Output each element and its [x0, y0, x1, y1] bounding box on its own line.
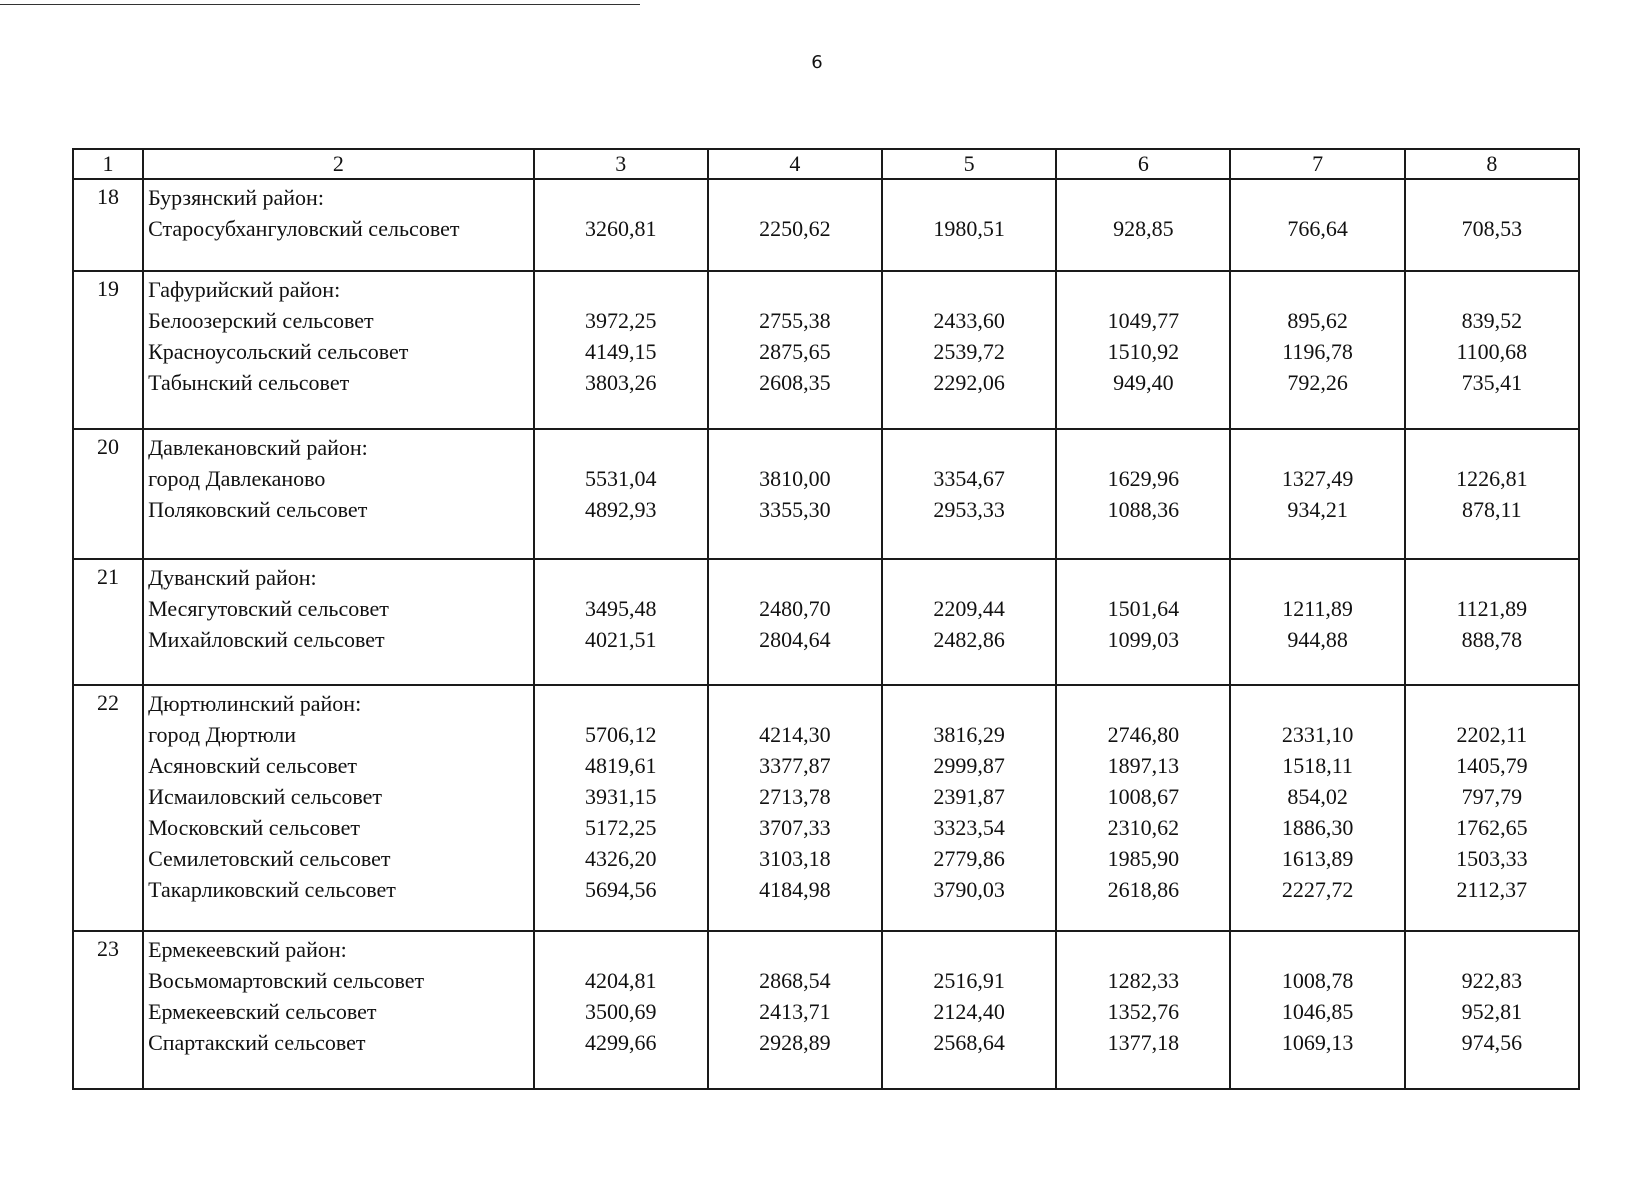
settlement-name: Семилетовский сельсовет [148, 846, 391, 871]
value: 2779,86 [933, 846, 1005, 871]
value-cell [1056, 271, 1230, 429]
settlement-name: Такарликовский сельсовет [148, 877, 396, 902]
header-cell: 4 [708, 149, 882, 179]
value: 952,81 [1461, 999, 1523, 1024]
value: 1046,85 [1281, 999, 1354, 1024]
value-cell [1405, 179, 1579, 271]
value: 2112,37 [1456, 877, 1528, 902]
value-cell [1405, 559, 1579, 685]
spacer [535, 182, 707, 213]
value: 1762,65 [1456, 815, 1528, 840]
value: 2608,35 [759, 370, 831, 395]
value-cell [534, 685, 708, 931]
value: 1282,33 [1107, 968, 1180, 993]
spacer [709, 562, 881, 593]
value: 1518,11 [1282, 753, 1353, 778]
spacer [1406, 182, 1578, 213]
value: 949,40 [1113, 370, 1174, 395]
spacer [709, 274, 881, 305]
value: 2202,11 [1456, 722, 1528, 747]
row-number: 20 [73, 429, 143, 559]
settlement-name: Михайловский сельсовет [148, 627, 385, 652]
value-cell [1056, 429, 1230, 559]
value: 766,64 [1287, 216, 1348, 241]
settlement-name: Старосубхангуловский сельсовет [148, 216, 460, 241]
spacer [1057, 274, 1229, 305]
value: 2999,87 [933, 753, 1005, 778]
value: 2413,71 [759, 999, 831, 1024]
value: 5172,25 [584, 815, 657, 840]
value: 1327,49 [1281, 466, 1354, 491]
value-cell [1230, 179, 1404, 271]
value: 1510,92 [1107, 339, 1180, 364]
value: 1377,18 [1107, 1030, 1180, 1055]
value: 1049,77 [1107, 308, 1180, 333]
spacer [1231, 562, 1403, 593]
spacer [883, 182, 1055, 213]
value: 2618,86 [1107, 877, 1180, 902]
value: 4299,66 [584, 1030, 657, 1055]
value: 792,26 [1287, 370, 1348, 395]
value: 2539,72 [933, 339, 1005, 364]
value: 1100,68 [1456, 339, 1528, 364]
value: 1088,36 [1107, 497, 1180, 522]
table-row [73, 931, 1579, 1089]
table-row [73, 179, 1579, 271]
value: 888,78 [1461, 627, 1523, 652]
spacer [709, 688, 881, 719]
value-cell [534, 179, 708, 271]
value: 5694,56 [584, 877, 657, 902]
value: 4819,61 [584, 753, 657, 778]
table-row [73, 429, 1579, 559]
value: 2868,54 [759, 968, 831, 993]
table-row [73, 559, 1579, 685]
district-name: Бурзянский район: [148, 185, 324, 210]
value: 797,79 [1461, 784, 1523, 809]
data-table [72, 148, 1580, 1090]
value: 2928,89 [759, 1030, 831, 1055]
spacer [1057, 688, 1229, 719]
value: 5706,12 [584, 722, 657, 747]
value: 1501,64 [1107, 596, 1180, 621]
value-cell [882, 271, 1056, 429]
value: 3260,81 [584, 216, 657, 241]
spacer [1231, 688, 1403, 719]
value: 1985,90 [1107, 846, 1180, 871]
value-cell [708, 429, 882, 559]
settlement-name: Восьмомартовский сельсовет [148, 968, 425, 993]
header-row [73, 149, 1579, 179]
name-cell [143, 685, 534, 931]
spacer [1231, 432, 1403, 463]
spacer [1406, 562, 1578, 593]
settlement-name: Исмаиловский сельсовет [148, 784, 382, 809]
row-number: 22 [73, 685, 143, 931]
value: 3103,18 [759, 846, 831, 871]
spacer [1057, 934, 1229, 965]
spacer [1406, 934, 1578, 965]
value-cell [1230, 271, 1404, 429]
header-cell: 3 [534, 149, 708, 179]
value-cell [708, 179, 882, 271]
value: 1121,89 [1456, 596, 1528, 621]
value-cell [708, 685, 882, 931]
settlement-name: Московский сельсовет [148, 815, 360, 840]
value: 735,41 [1461, 370, 1523, 395]
value: 2482,86 [933, 627, 1005, 652]
value: 3377,87 [759, 753, 831, 778]
value: 4892,93 [584, 497, 657, 522]
value: 3323,54 [933, 815, 1005, 840]
value-cell [1230, 429, 1404, 559]
value: 1897,13 [1107, 753, 1180, 778]
value: 928,85 [1113, 216, 1174, 241]
value: 974,56 [1461, 1030, 1523, 1055]
name-cell [143, 559, 534, 685]
page-number: 6 [811, 52, 823, 73]
settlement-name: Красноусольский сельсовет [148, 339, 409, 364]
value-cell [1405, 271, 1579, 429]
value: 1099,03 [1107, 627, 1180, 652]
spacer [1231, 274, 1403, 305]
spacer [709, 182, 881, 213]
value-cell [708, 559, 882, 685]
spacer [709, 934, 881, 965]
value-cell [882, 931, 1056, 1089]
settlement-name: Поляковский сельсовет [148, 497, 368, 522]
name-cell [143, 179, 534, 271]
value: 4149,15 [584, 339, 657, 364]
value: 3972,25 [584, 308, 657, 333]
value: 4021,51 [584, 627, 657, 652]
value-cell [1405, 931, 1579, 1089]
value: 3500,69 [584, 999, 657, 1024]
value-cell [1405, 685, 1579, 931]
spacer [535, 274, 707, 305]
value-cell [708, 931, 882, 1089]
value-cell [1056, 685, 1230, 931]
value: 934,21 [1287, 497, 1348, 522]
value-cell [882, 685, 1056, 931]
spacer [709, 432, 881, 463]
header-cell: 6 [1056, 149, 1230, 179]
table-row [73, 685, 1579, 931]
row-number: 18 [73, 179, 143, 271]
value-cell [882, 429, 1056, 559]
value: 2804,64 [759, 627, 831, 652]
name-cell [143, 931, 534, 1089]
header-cell: 8 [1405, 149, 1579, 179]
table-body [73, 179, 1579, 1089]
settlement-name: Месягутовский сельсовет [148, 596, 389, 621]
value-cell [1230, 685, 1404, 931]
value: 1405,79 [1456, 753, 1528, 778]
value-cell [708, 271, 882, 429]
value: 1352,76 [1107, 999, 1180, 1024]
settlement-name: Белоозерский сельсовет [148, 308, 374, 333]
spacer [883, 934, 1055, 965]
spacer [1406, 274, 1578, 305]
settlement-name: Спартакский сельсовет [148, 1030, 366, 1055]
top-rule [0, 4, 640, 5]
value: 3355,30 [759, 497, 831, 522]
value: 2331,10 [1281, 722, 1354, 747]
value: 895,62 [1287, 308, 1348, 333]
value: 878,11 [1462, 497, 1522, 522]
value: 944,88 [1287, 627, 1348, 652]
value: 3707,33 [759, 815, 831, 840]
value-cell [534, 271, 708, 429]
value: 4326,20 [584, 846, 657, 871]
spacer [1057, 432, 1229, 463]
value: 2746,80 [1107, 722, 1180, 747]
value: 4204,81 [584, 968, 657, 993]
value: 2310,62 [1107, 815, 1180, 840]
value: 1886,30 [1281, 815, 1354, 840]
value-cell [882, 179, 1056, 271]
value: 3810,00 [759, 466, 831, 491]
value: 1226,81 [1456, 466, 1528, 491]
row-number: 19 [73, 271, 143, 429]
value: 2755,38 [759, 308, 831, 333]
value: 1980,51 [933, 216, 1005, 241]
district-name: Дюртюлинский район: [148, 691, 362, 716]
value: 2953,33 [933, 497, 1005, 522]
value: 2480,70 [759, 596, 831, 621]
spacer [883, 688, 1055, 719]
value: 708,53 [1461, 216, 1523, 241]
value: 4184,98 [759, 877, 831, 902]
value: 2433,60 [933, 308, 1005, 333]
value: 1211,89 [1282, 596, 1353, 621]
value: 2516,91 [933, 968, 1005, 993]
value-cell [534, 931, 708, 1089]
value: 5531,04 [584, 466, 657, 491]
header-cell: 2 [143, 149, 534, 179]
value: 839,52 [1461, 308, 1523, 333]
value: 2227,72 [1281, 877, 1354, 902]
value: 3816,29 [933, 722, 1005, 747]
spacer [535, 562, 707, 593]
spacer [883, 562, 1055, 593]
spacer [883, 432, 1055, 463]
header-cell: 1 [73, 149, 143, 179]
district-name: Ермекеевский район: [148, 937, 347, 962]
header-cell: 7 [1230, 149, 1404, 179]
spacer [1231, 182, 1403, 213]
value: 3803,26 [584, 370, 657, 395]
value-cell [1230, 931, 1404, 1089]
value: 1008,67 [1107, 784, 1180, 809]
district-name: Давлекановский район: [148, 435, 368, 460]
row-number: 23 [73, 931, 143, 1089]
value: 1629,96 [1107, 466, 1180, 491]
settlement-name: Табынский сельсовет [148, 370, 350, 395]
value: 854,02 [1287, 784, 1348, 809]
value-cell [534, 559, 708, 685]
value-cell [1056, 559, 1230, 685]
district-name: Дуванский район: [148, 565, 317, 590]
spacer [1057, 182, 1229, 213]
value: 2292,06 [933, 370, 1005, 395]
value: 1613,89 [1281, 846, 1354, 871]
name-cell [143, 271, 534, 429]
value: 2250,62 [759, 216, 831, 241]
value: 4214,30 [759, 722, 831, 747]
value-cell [534, 429, 708, 559]
settlement-name: Ермекеевский сельсовет [148, 999, 377, 1024]
value: 2568,64 [933, 1030, 1005, 1055]
value: 1503,33 [1456, 846, 1528, 871]
table-row [73, 271, 1579, 429]
value: 1069,13 [1281, 1030, 1354, 1055]
settlement-name: город Давлеканово [148, 466, 326, 491]
value-cell [1056, 179, 1230, 271]
value-cell [1230, 559, 1404, 685]
value-cell [882, 559, 1056, 685]
settlement-name: город Дюртюли [148, 722, 297, 747]
spacer [1406, 432, 1578, 463]
name-cell [143, 429, 534, 559]
value-cell [1405, 429, 1579, 559]
spacer [1231, 934, 1403, 965]
value: 3495,48 [584, 596, 657, 621]
value: 3790,03 [933, 877, 1005, 902]
spacer [883, 274, 1055, 305]
district-name: Гафурийский район: [148, 277, 341, 302]
value: 2124,40 [933, 999, 1005, 1024]
spacer [535, 934, 707, 965]
spacer [1406, 688, 1578, 719]
row-number: 21 [73, 559, 143, 685]
header-cell: 5 [882, 149, 1056, 179]
spacer [1057, 562, 1229, 593]
value: 2713,78 [759, 784, 831, 809]
value: 2391,87 [933, 784, 1005, 809]
value: 1008,78 [1281, 968, 1354, 993]
settlement-name: Асяновский сельсовет [148, 753, 358, 778]
value: 2875,65 [759, 339, 831, 364]
value: 2209,44 [933, 596, 1005, 621]
value: 3931,15 [584, 784, 657, 809]
spacer [535, 688, 707, 719]
value-cell [1056, 931, 1230, 1089]
value: 3354,67 [933, 466, 1005, 491]
spacer [535, 432, 707, 463]
value: 922,83 [1461, 968, 1523, 993]
value: 1196,78 [1282, 339, 1353, 364]
